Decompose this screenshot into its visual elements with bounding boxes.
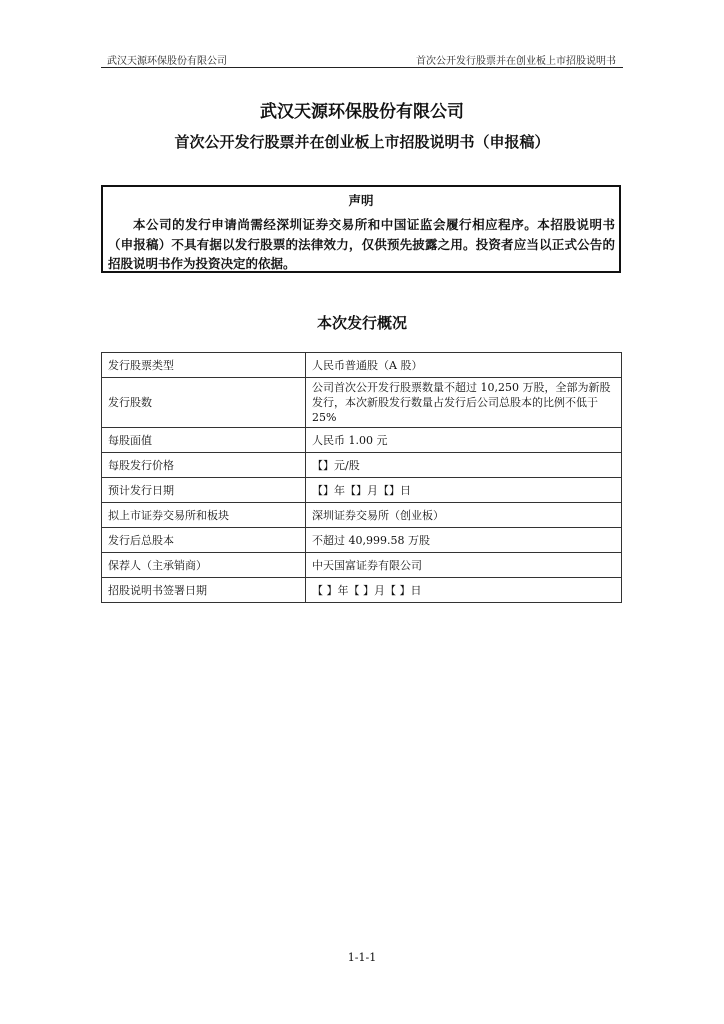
- row-label: 每股发行价格: [102, 453, 306, 478]
- row-label: 保荐人（主承销商）: [102, 553, 306, 578]
- header-rule: [101, 67, 623, 68]
- header-document-title: 首次公开发行股票并在创业板上市招股说明书: [416, 56, 616, 67]
- row-value: 深圳证券交易所（创业板）: [306, 503, 622, 528]
- table-row: [102, 553, 622, 578]
- declaration-box: [101, 185, 621, 273]
- table-row: [102, 378, 622, 428]
- row-label: 发行股票类型: [102, 353, 306, 378]
- row-label: 发行后总股本: [102, 528, 306, 553]
- row-value: 不超过 40,999.58 万股: [306, 528, 622, 553]
- declaration-body: 本公司的发行申请尚需经深圳证券交易所和中国证监会履行相应程序。本招股说明书（申报稿）不具有据以发行股票的法律效力，仅供预先披露之用。投资者应当以正式公告的招股说明书作为投资决定的依据。: [108, 217, 615, 271]
- row-label: 招股说明书签署日期: [102, 578, 306, 603]
- row-label: 拟上市证券交易所和板块: [102, 503, 306, 528]
- row-value: 【】年【】月【】日: [306, 478, 622, 503]
- overview-title: 本次发行概况: [316, 314, 407, 332]
- row-value: 人民币 1.00 元: [306, 428, 622, 453]
- table-row: [102, 453, 622, 478]
- row-value: 公司首次公开发行股票数量不超过 10,250 万股，全部为新股发行，本次新股发行数量占发行后公司总股本的比例不低于 25%: [306, 378, 622, 428]
- table-row: [102, 503, 622, 528]
- table-row: [102, 578, 622, 603]
- row-value: 【】元/股: [306, 453, 622, 478]
- offering-overview-table: [101, 352, 622, 603]
- table-row: [102, 478, 622, 503]
- declaration-heading: 声明: [348, 193, 374, 208]
- page-number: 1-1-1: [347, 951, 377, 964]
- row-label: 预计发行日期: [102, 478, 306, 503]
- table-row: [102, 353, 622, 378]
- table-row: [102, 528, 622, 553]
- row-label: 每股面值: [102, 428, 306, 453]
- company-title: 武汉天源环保股份有限公司: [260, 102, 464, 122]
- header-company: 武汉天源环保股份有限公司: [107, 56, 227, 67]
- row-value: 人民币普通股（A 股）: [306, 353, 622, 378]
- row-value: 【 】年【 】月【 】日: [306, 578, 622, 603]
- row-value: 中天国富证券有限公司: [306, 553, 622, 578]
- document-title: 首次公开发行股票并在创业板上市招股说明书（申报稿）: [174, 133, 550, 151]
- table-row: [102, 428, 622, 453]
- row-label: 发行股数: [102, 378, 306, 428]
